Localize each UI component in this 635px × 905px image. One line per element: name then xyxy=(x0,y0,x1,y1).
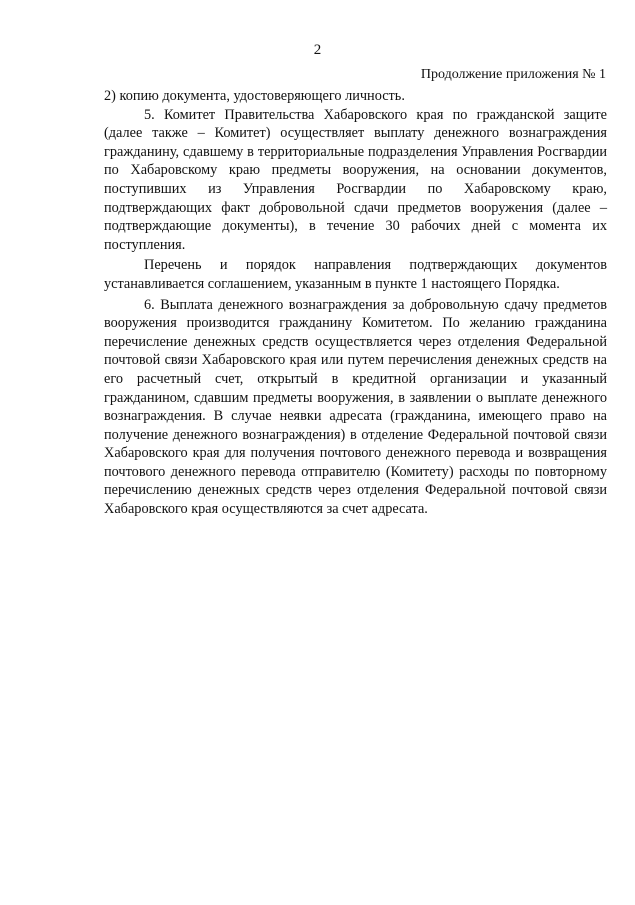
paragraph-clause-5: 5. Комитет Правительства Хабаровского края по гражданской защите (далее также – Комитет) осуществляет выплату денежного вознаграждения гражданину, сдавшему в территориальные подразделения Управления Росгвардии по Хабаровскому краю предметы вооружения, на основании документов, поступивших из Управления Росгвардии по Хабаровскому краю, подтверждающих факт добровольной сдачи предметов вооружения (далее – подтверждающие документы), в течение 30 рабочих дней с момента их поступления. xyxy=(104,106,607,253)
document-body xyxy=(104,87,607,519)
paragraph-clause-6: 6. Выплата денежного вознаграждения за добровольную сдачу предметов вооружения производится гражданину Комитетом. По желанию гражданина перечисление денежных средств осуществляется через отделения Федеральной почтовой связи Хабаровского края или путем перечисления денежных средств на его расчетный счет, открытый в кредитной организации и указанный гражданином, сдавшим предметы вооружения, в заявлении о выплате денежного вознаграждения. В случае неявки адресата (гражданина, имеющего право на получение денежного вознаграждения) в отделение Федеральной почтовой связи Хабаровского края для получения почтового денежного перевода и возвращения почтового денежного перевода отправителю (Комитету) расходы по повторному перечислению денежных средств через отделения Федеральной почтовой связи Хабаровского края осуществляются за счет адресата. xyxy=(104,296,607,518)
paragraph-documents-order: Перечень и порядок направления подтверждающих документов устанавливается соглашением, указанным в пункте 1 настоящего Порядка. xyxy=(104,257,607,292)
paragraph-item-2: 2) копию документа, удостоверяющего личность. xyxy=(104,88,405,104)
page-number: 2 xyxy=(313,42,322,58)
appendix-continuation-label: Продолжение приложения № 1 xyxy=(420,67,606,82)
